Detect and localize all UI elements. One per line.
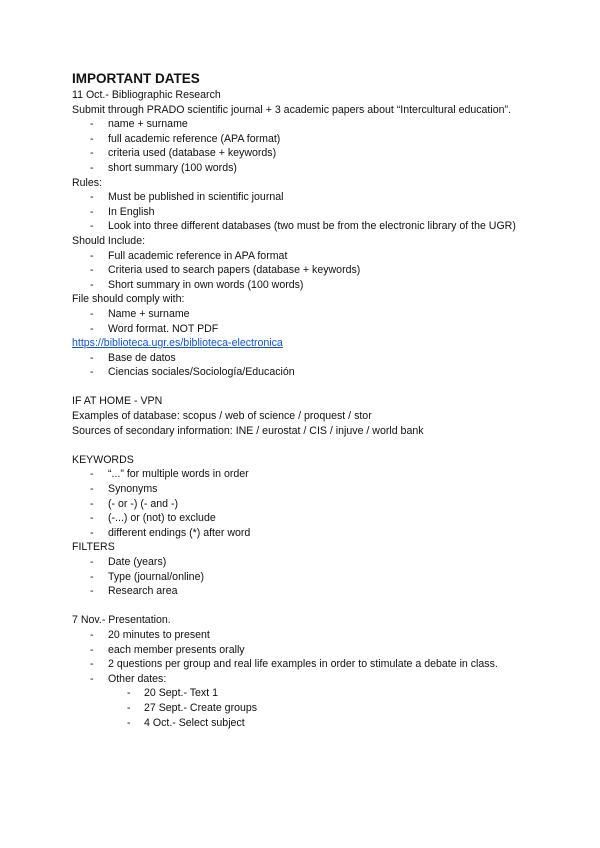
file-requirements-label: File should comply with: [72,293,185,306]
list-item: - (-...) or (not) to exclude [72,511,532,526]
list-item: - (- or -) (- and -) [72,497,532,512]
list-item: - criteria used (database + keywords) [72,146,532,161]
document-page [72,70,532,730]
should-include-list [72,249,532,293]
list-item: - Full academic reference in APA format [72,249,532,264]
list-item: - Name + surname [72,307,532,322]
list-item: - Other dates: [72,672,532,687]
list-item: - “...” for multiple words in order [72,467,532,482]
list-item: - different endings (*) after word [72,526,532,541]
list-item: - short summary (100 words) [72,161,532,176]
list-item: - name + surname [72,117,532,132]
library-list [72,351,532,380]
list-item: - full academic reference (APA format) [72,132,532,147]
list-item: - 4 Oct.- Select subject [72,716,532,731]
list-item: - 27 Sept.- Create groups [72,701,532,716]
spacer [72,599,532,614]
vpn-note: IF AT HOME - VPN [72,395,163,408]
database-examples: Examples of database: scopus / web of science / proquest / stor [72,410,372,423]
list-item: - Research area [72,584,532,599]
filters-label: FILTERS [72,541,115,554]
secondary-sources: Sources of secondary information: INE / eurostat / CIS / injuve / world bank [72,424,424,437]
list-item: - Word format. NOT PDF [72,322,532,337]
page-title: IMPORTANT DATES [72,71,200,86]
list-item: - Must be published in scientific journal [72,190,532,205]
should-include-label: Should Include: [72,234,146,247]
keywords-list [72,467,532,540]
keywords-label: KEYWORDS [72,453,134,466]
file-requirements-list [72,307,532,336]
electronic-library-link[interactable]: https://biblioteca.ugr.es/biblioteca-electronica [72,337,283,350]
spacer [72,380,532,395]
section-heading-presentation: 7 Nov.- Presentation. [72,614,171,627]
list-item: - Base de datos [72,351,532,366]
list-item: - Ciencias sociales/Sociología/Educación [72,365,532,380]
rules-label: Rules: [72,176,103,189]
list-item: - Synonyms [72,482,532,497]
list-item: - 20 minutes to present [72,628,532,643]
list-item: - Type (journal/online) [72,570,532,585]
submission-intro: Submit through PRADO scientific journal + 3 academic papers about “Intercultural education”. [72,103,511,116]
filters-list [72,555,532,599]
list-item: - 2 questions per group and real life examples in order to stimulate a debate in class. [72,657,532,672]
list-item: - 20 Sept.- Text 1 [72,686,532,701]
list-item: - each member presents orally [72,643,532,658]
submission-requirements-list [72,117,532,175]
other-dates-list [72,686,532,730]
list-item: - Look into three different databases (two must be from the electronic library of the UGR) [72,219,532,234]
presentation-list [72,628,532,686]
section-heading-bibliographic-research: 11 Oct.- Bibliographic Research [72,89,221,101]
list-item: - Date (years) [72,555,532,570]
list-item: - In English [72,205,532,220]
rules-list [72,190,532,234]
list-item: - Short summary in own words (100 words) [72,278,532,293]
spacer [72,438,532,453]
list-item: - Criteria used to search papers (database + keywords) [72,263,532,278]
